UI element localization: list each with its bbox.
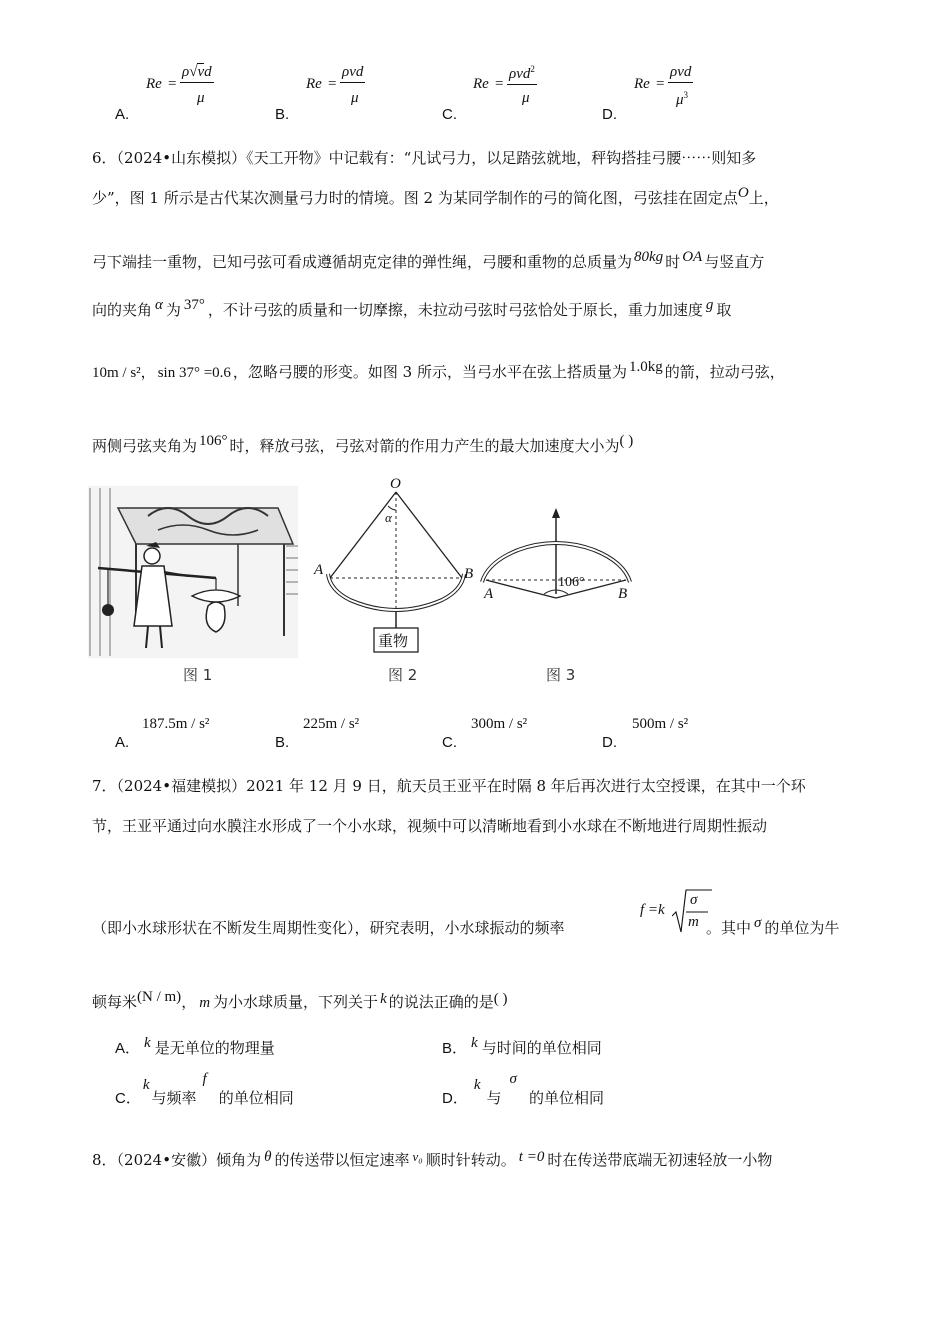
q7-line-3: （即小水球形状在不断发生周期性变化），研究表明，小水球振动的频率 [92,919,565,937]
q6-option-b-value: 225m / s² [303,716,360,732]
q6-line-1: 6．（2024•山东模拟）《天工开物》中记载有：“凡试弓力，以足踏弦就地，秤钩搭挂弓腰⋯⋯则知多 [92,149,757,167]
q6-option-a-value: 187.5m / s² [142,716,210,732]
q5-a-label: A. [115,106,130,123]
figure-3-label-b: B [618,586,628,602]
figure-2-bow-diagram [310,470,490,660]
q6-option-c-label: C. [442,734,457,751]
q5-a-eq: = [168,76,177,92]
q5-c-lhs: Re [473,76,489,92]
q7-line-1: 7．（2024•福建模拟）2021 年 12 月 9 日，航天员王亚平在时隔 8 年后再次进行太空授课，在其中一个环 [92,777,806,795]
q5-b-denominator: μ [351,90,359,106]
figure-1-illustration [88,486,298,658]
figure-2-label-alpha: α [385,510,392,525]
q6-line-5: 10m / s²， sin 37° =0.6 ，忽略弓腰的形变。如图 3 所示，当弓水平在弦上搭质量为 1.0kg 的箭，拉动弓弦， [92,359,785,381]
q5-c-label: C. [442,106,457,123]
q6-line-2: 少”，图 1 所示是古代某次测量弓力时的情境。图 2 为某同学制作的弓的简化图，弓弦挂在固定点O上， [92,185,779,207]
q6-option-d-label: D. [602,734,617,751]
q5-b-numerator: ρvd [340,64,365,83]
q7-option-b: B． k 与时间的单位相同 [442,1035,602,1057]
figure-2-caption: 图 2 [388,666,418,684]
q5-d-label: D. [602,106,617,123]
q5-c-numerator: ρvd$^2$ [507,64,537,85]
q5-b-lhs: Re [306,76,322,92]
q5-d-denominator: $\mu^3$ [676,90,689,108]
figure-2-label-a: A [314,562,324,578]
q5-c-denominator: μ [522,90,530,106]
q5-b-eq: = [328,76,337,92]
figure-3-label-angle: 106° [558,575,585,590]
q5-d-lhs: Re [634,76,650,92]
q7-option-a: A． k 是无单位的物理量 [115,1035,275,1057]
q6-line-6: 两侧弓弦夹角为 106° 时，释放弓弦，弓弦对箭的作用力产生的最大加速度大小为( ) [92,433,634,455]
q6-option-b-label: B. [275,734,290,751]
q6-option-a-label: A. [115,734,130,751]
q5-d-eq: = [656,76,665,92]
q5-d-numerator: ρvd [668,64,693,83]
q7-formula-numerator: σ [690,892,698,908]
q5-a-lhs: Re [146,76,162,92]
q8-line-1: 8．（2024•安徽）倾角为 θ 的传送带以恒定速率 v₀ 顺时针转动。 t =0 时在传送带底端无初速轻放一小物 [92,1149,773,1169]
figure-3-caption: 图 3 [546,666,576,684]
figure-3-bow-arrow-diagram [478,506,638,616]
q7-formula-lhs: f =k [640,902,665,918]
q7-line-2: 节，王亚平通过向水膜注水形成了一个小水球，视频中可以清晰地看到小水球在不断地进行周期性振动 [92,817,768,835]
figure-2-label-weight: 重物 [378,632,409,650]
figure-3-label-a: A [484,586,494,602]
figure-2-label-o: O [390,476,401,492]
q5-c-eq: = [495,76,504,92]
q5-a-denominator: μ [197,90,205,106]
q6-line-3: 弓下端挂一重物，已知弓弦可看成遵循胡克定律的弹性绳，弓腰和重物的总质量为 80kg 时 OA 与竖直方 [92,249,765,271]
q6-option-c-value: 300m / s² [471,716,528,732]
figure-2-label-b: B [464,566,474,582]
q7-formula-denominator: m [688,914,699,930]
q7-line-4: 顿每米(N / m)， m 为小水球质量，下列关于 k 的说法正确的是( ) [92,989,508,1011]
q7-option-c: C．k与频率f的单位相同 [115,1071,294,1107]
q5-b-label: B. [275,106,290,123]
q7-line-3-tail: 。其中 σ 的单位为牛 [706,915,840,937]
q6-line-4: 向的夹角 α 为 37° ，不计弓弦的质量和一切摩擦，未拉动弓弦时弓弦恰处于原长，重力加速度 g 取 [92,297,732,319]
q6-option-d-value: 500m / s² [632,716,689,732]
figure-1-caption: 图 1 [183,666,213,684]
q5-a-numerator: ρ√vd [180,64,214,83]
q7-option-d: D．k与σ的单位相同 [442,1071,604,1107]
